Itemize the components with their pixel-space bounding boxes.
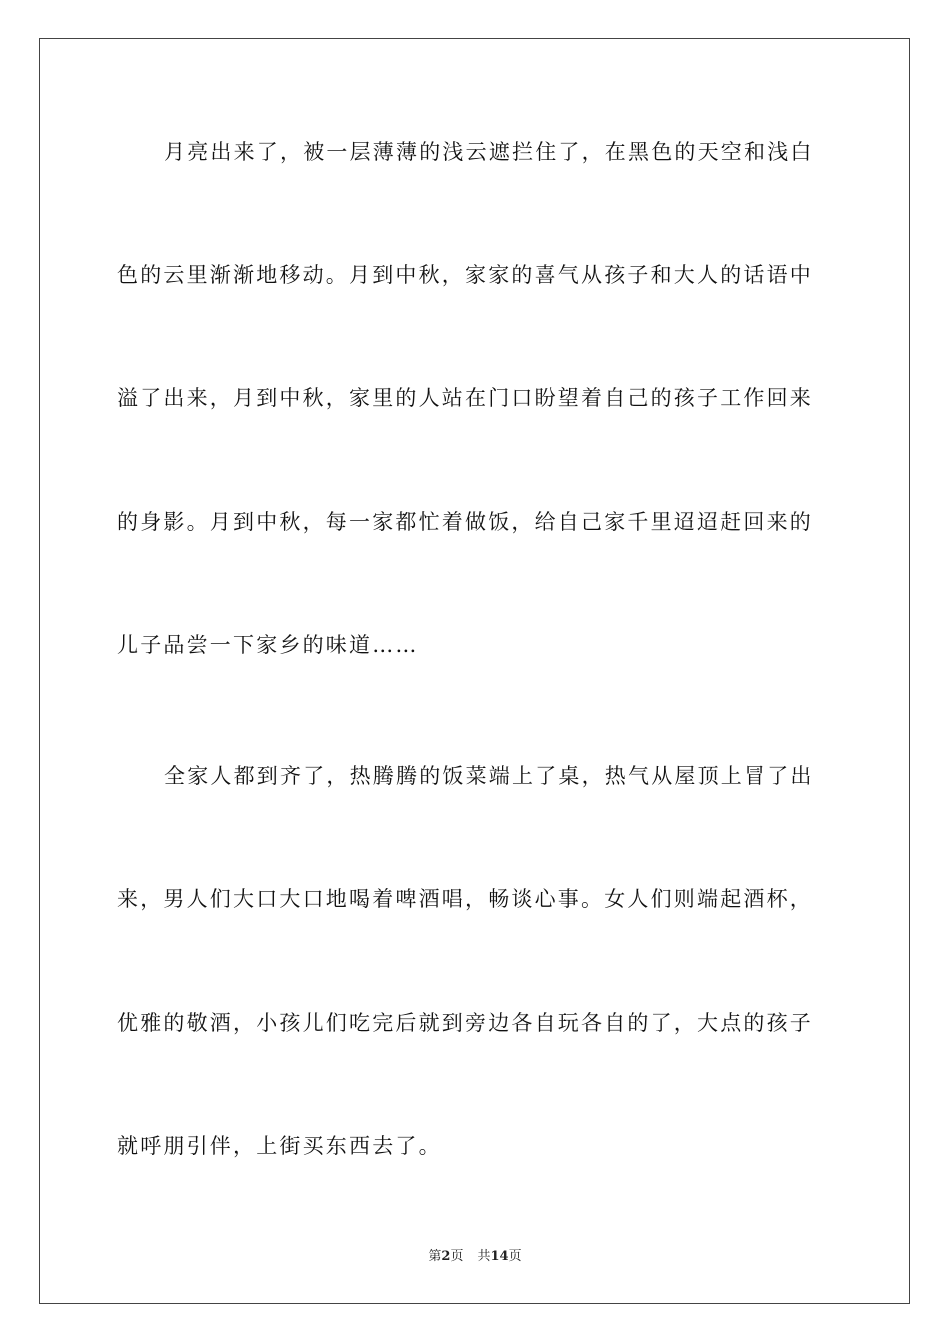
footer-page-number: 2 — [441, 1249, 451, 1264]
paragraph-2-line-4: 就呼朋引伴，上街买东西去了。 — [117, 1134, 442, 1158]
paragraph-2-line-2: 来，男人们大口大口地喝着啤酒唱，畅谈心事。女人们则端起酒杯， — [117, 887, 813, 911]
paragraph-1-line-5: 儿子品尝一下家乡的味道…… — [117, 633, 419, 657]
paragraph-2-line-3: 优雅的敬酒，小孩儿们吃完后就到旁边各自玩各自的了，大点的孩子 — [117, 1011, 813, 1035]
paragraph-1-line-3: 溢了出来，月到中秋，家里的人站在门口盼望着自己的孩子工作回来 — [117, 386, 813, 410]
paragraph-1-line-4: 的身影。月到中秋，每一家都忙着做饭，给自己家千里迢迢赶回来的 — [117, 510, 813, 534]
paragraph-1-line-2: 色的云里渐渐地移动。月到中秋，家家的喜气从孩子和大人的话语中 — [117, 263, 813, 287]
footer-page-prefix: 第 — [428, 1249, 442, 1264]
footer-page-suffix: 页 — [450, 1249, 464, 1264]
footer-total-prefix: 共 — [477, 1249, 491, 1264]
footer-total-suffix: 页 — [508, 1249, 522, 1264]
page-footer — [0, 1248, 950, 1266]
paragraph-2-line-1: 全家人都到齐了，热腾腾的饭菜端上了桌，热气从屋顶上冒了出 — [164, 764, 814, 788]
paragraph-1-line-1: 月亮出来了，被一层薄薄的浅云遮拦住了，在黑色的天空和浅白 — [164, 140, 814, 164]
footer-total-pages: 14 — [490, 1249, 509, 1264]
page-border — [39, 38, 910, 1304]
